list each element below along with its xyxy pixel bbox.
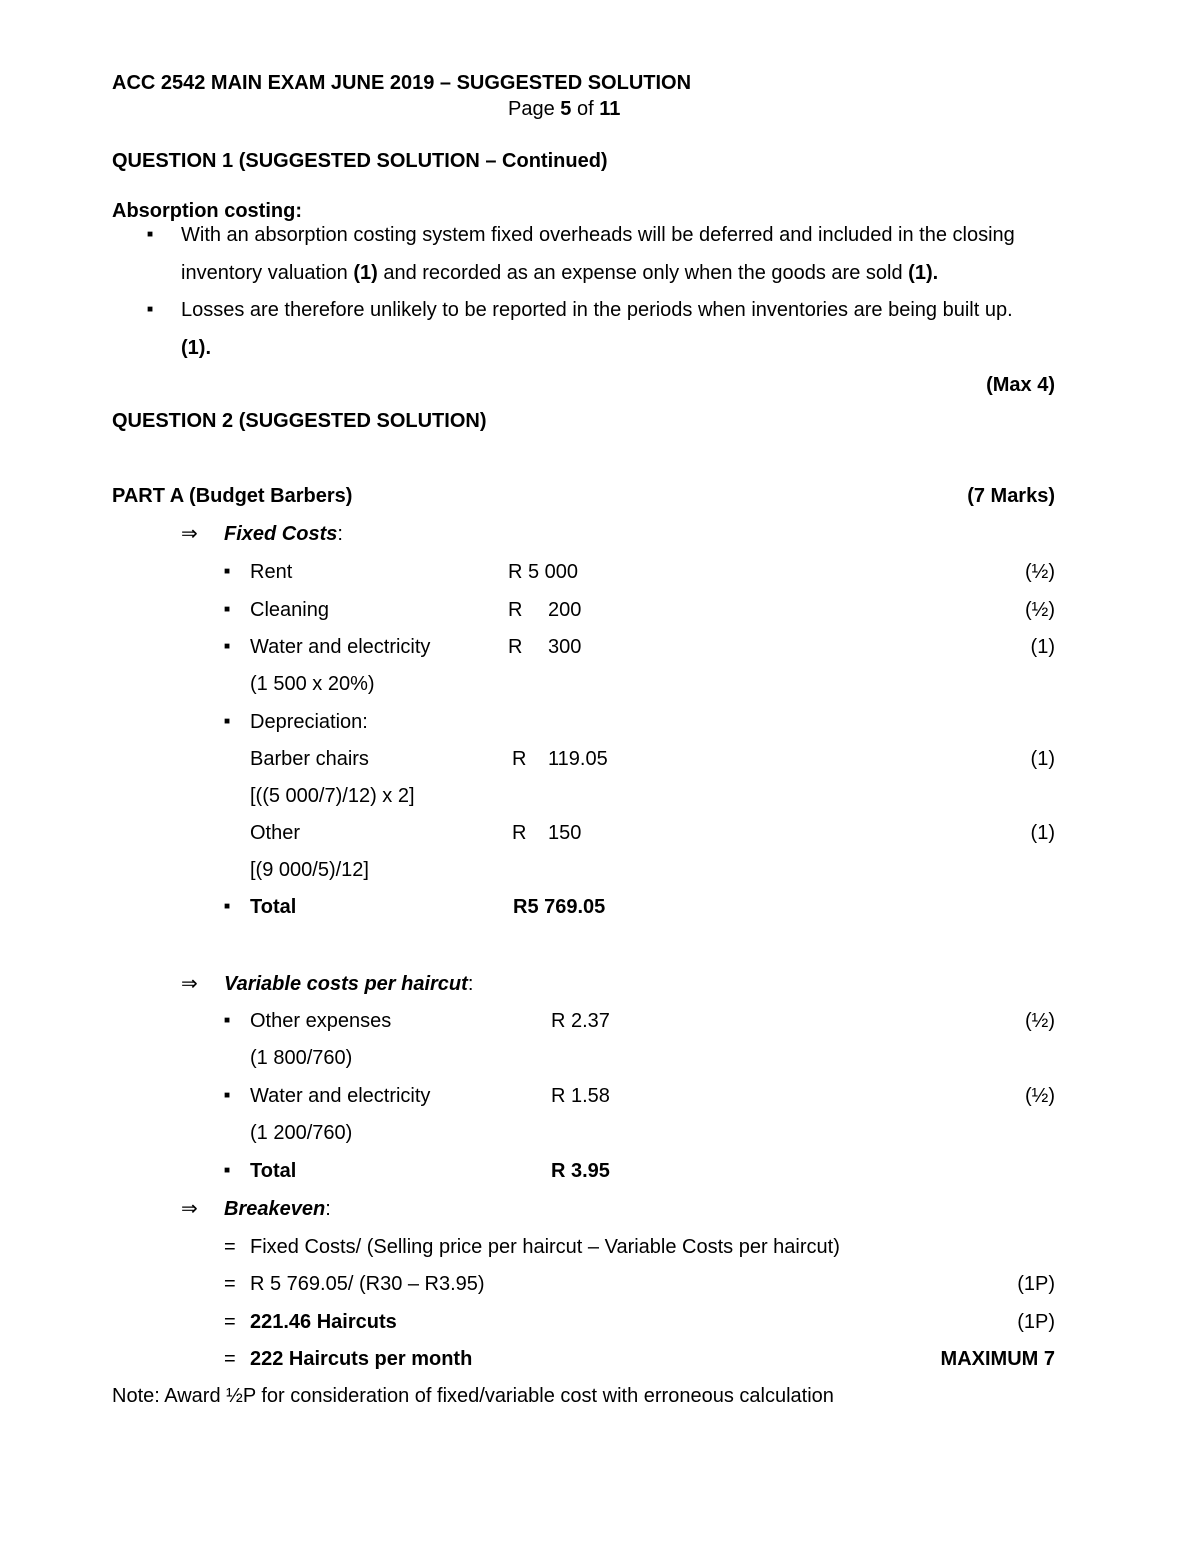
other-expenses-label: Other expenses: [250, 1010, 392, 1032]
cleaning-currency: R: [508, 599, 523, 621]
arrow-icon: ⇒: [181, 523, 198, 545]
water-electricity-label: Water and electricity: [250, 636, 431, 658]
other-expenses-calc: (1 800/760): [250, 1047, 353, 1069]
variable-total-value: R 3.95: [551, 1160, 610, 1182]
barber-chairs-label: Barber chairs: [250, 748, 369, 770]
bullet-icon: ■: [224, 604, 231, 615]
bullet-icon: ■: [147, 229, 154, 240]
breakeven-result: 221.46 Haircuts: [250, 1311, 397, 1333]
marking-note: Note: Award ½P for consideration of fixed/variable cost with erroneous calculation: [112, 1385, 834, 1407]
bullet-icon: ■: [147, 304, 154, 315]
q1-bullet-1-line-2: inventory valuation (1) and recorded as an expense only when the goods are sold (1).: [181, 262, 939, 284]
q1-bullet-2-line-1: Losses are therefore unlikely to be reported in the periods when inventories are being built up.: [181, 299, 1013, 321]
variable-costs-heading: Variable costs per haircut:: [224, 973, 474, 995]
water-electricity-currency: R: [508, 636, 523, 658]
other-depreciation-mark: (1): [1030, 822, 1055, 844]
q1-bullet-2-mark: (1).: [181, 337, 211, 359]
question-1-heading: QUESTION 1 (SUGGESTED SOLUTION – Continued): [112, 150, 608, 172]
other-depreciation-calc: [(9 000/5)/12]: [250, 859, 369, 881]
bullet-icon: ■: [224, 901, 231, 912]
fixed-total-label: Total: [250, 896, 297, 918]
variable-total-label: Total: [250, 1160, 297, 1182]
bullet-icon: ■: [224, 1165, 231, 1176]
variable-water-mark: (½): [1025, 1085, 1055, 1107]
water-electricity-calc: (1 500 x 20%): [250, 673, 375, 695]
barber-chairs-mark: (1): [1030, 748, 1055, 770]
arrow-icon: ⇒: [181, 1198, 198, 1220]
absorption-costing-heading: Absorption costing:: [112, 200, 302, 222]
breakeven-final: 222 Haircuts per month: [250, 1348, 473, 1370]
cleaning-label: Cleaning: [250, 599, 329, 621]
other-expenses-mark: (½): [1025, 1010, 1055, 1032]
barber-chairs-calc: [((5 000/7)/12) x 2]: [250, 785, 415, 807]
barber-chairs-value: 119.05: [548, 748, 608, 770]
breakeven-substitution-mark: (1P): [1017, 1273, 1055, 1295]
rent-label: Rent: [250, 561, 293, 583]
other-depreciation-value: 150: [548, 822, 582, 844]
question-2-heading: QUESTION 2 (SUGGESTED SOLUTION): [112, 410, 487, 432]
part-a-heading: PART A (Budget Barbers): [112, 485, 353, 507]
breakeven-heading: Breakeven:: [224, 1198, 331, 1220]
breakeven-formula: Fixed Costs/ (Selling price per haircut – Variable Costs per haircut): [250, 1236, 840, 1258]
equals-sign: =: [224, 1273, 236, 1295]
maximum-marks: MAXIMUM 7: [940, 1348, 1055, 1370]
equals-sign: =: [224, 1348, 236, 1370]
document-title: ACC 2542 MAIN EXAM JUNE 2019 – SUGGESTED SOLUTION: [112, 72, 692, 94]
variable-water-label: Water and electricity: [250, 1085, 431, 1107]
depreciation-label: Depreciation:: [250, 711, 368, 733]
bullet-icon: ■: [224, 716, 231, 727]
other-expenses-value: R 2.37: [551, 1010, 610, 1032]
part-a-marks: (7 Marks): [967, 485, 1055, 507]
breakeven-substitution: R 5 769.05/ (R30 – R3.95): [250, 1273, 485, 1295]
equals-sign: =: [224, 1311, 236, 1333]
variable-water-value: R 1.58: [551, 1085, 610, 1107]
arrow-icon: ⇒: [181, 973, 198, 995]
breakeven-result-mark: (1P): [1017, 1311, 1055, 1333]
bullet-icon: ■: [224, 566, 231, 577]
water-electricity-mark: (1): [1030, 636, 1055, 658]
fixed-costs-heading: Fixed Costs:: [224, 523, 343, 545]
barber-chairs-currency: R: [512, 748, 527, 770]
cleaning-value: 200: [548, 599, 582, 621]
q1-max-marks: (Max 4): [986, 374, 1055, 396]
bullet-icon: ■: [224, 1090, 231, 1101]
variable-water-calc: (1 200/760): [250, 1122, 353, 1144]
other-depreciation-currency: R: [512, 822, 527, 844]
cleaning-mark: (½): [1025, 599, 1055, 621]
bullet-icon: ■: [224, 1015, 231, 1026]
rent-mark: (½): [1025, 561, 1055, 583]
bullet-icon: ■: [224, 641, 231, 652]
water-electricity-value: 300: [548, 636, 582, 658]
rent-value: R 5 000: [508, 561, 579, 583]
equals-sign: =: [224, 1236, 236, 1258]
q1-bullet-1-line-1: With an absorption costing system fixed overheads will be deferred and included in the closing: [181, 224, 1015, 246]
fixed-total-value: R5 769.05: [513, 896, 606, 918]
other-depreciation-label: Other: [250, 822, 301, 844]
page-number: Page 5 of 11: [508, 98, 621, 120]
